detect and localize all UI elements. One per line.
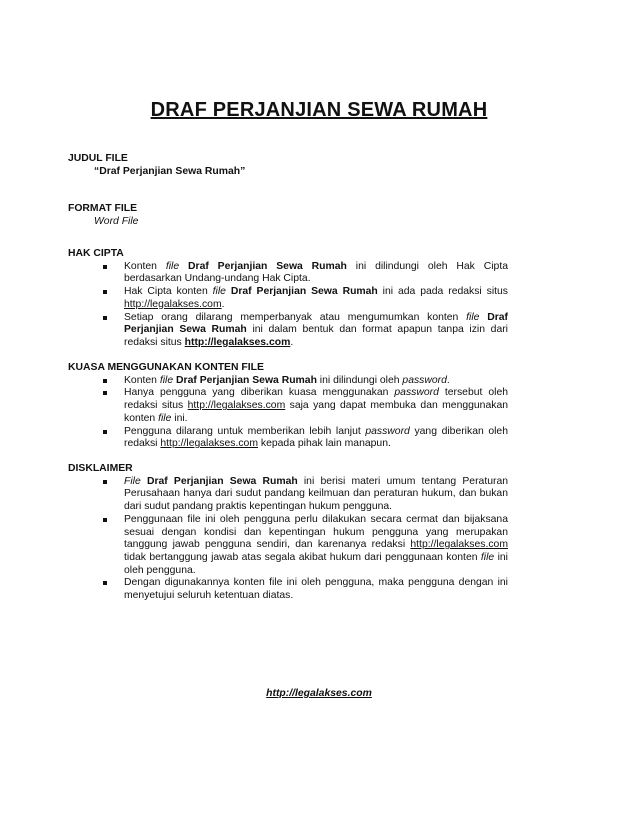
bullet-icon [103,379,107,383]
document-name: Draf Perjanjian Sewa Rumah [124,311,508,336]
text: ini dilindungi oleh Hak Cipta berdasarkan Undang-undang Hak Cipta. [124,260,508,285]
document-name: Draf Perjanjian Sewa Rumah [230,286,378,298]
text: ini dalam bentuk dan format apapun tanpa izin dari redaksi situs [124,324,508,348]
section-heading: KUASA MENGGUNAKAN KONTEN FILE [68,362,264,373]
bullet-icon [103,480,107,484]
list-item [68,476,508,514]
text: . [446,374,450,386]
site-link[interactable]: http://legalakses.com [184,336,291,348]
site-link[interactable]: http://legalakses.com [187,400,286,412]
text: file [480,551,495,563]
text: Konten [124,260,166,272]
text: ini ada pada redaksi situs [377,286,508,298]
document-name: Draf Perjanjian Sewa Rumah [146,475,298,487]
disklaimer-list [68,476,508,603]
section-disklaimer [68,463,508,603]
text: Hanya pengguna yang diberikan kuasa menggunakan [124,387,395,399]
bullet-icon [103,518,107,522]
text: Dengan digunakannya konten file ini oleh pengguna, maka pengguna dengan ini menyetujui seluruh ketentuan diatas. [124,577,508,602]
text: tidak bertanggung jawab atas segala akibat hukum dari penggunaan konten [124,551,481,563]
text: file [158,412,172,424]
text: Pengguna dilarang untuk memberikan lebih lanjut [124,425,366,437]
list-item [68,577,508,602]
bullet-icon [103,391,107,395]
text: . [290,336,294,348]
text: password [394,387,439,399]
list-item [68,312,508,350]
list-item [68,514,508,578]
section-kuasa [68,362,508,451]
list-item [68,261,508,286]
text: ini dilindungi oleh [316,374,403,386]
document-title: DRAF PERJANJIAN SEWA RUMAH [150,99,488,121]
list-item [68,375,508,388]
list-item [68,426,508,451]
text: tersebut oleh redaksi situs [124,387,509,412]
section-hak-cipta [68,248,508,350]
section-format-file [68,203,508,228]
bullet-icon [103,290,107,294]
section-heading: HAK CIPTA [68,248,124,259]
text: password [402,374,447,386]
footer-link[interactable]: http://legalakses.com [266,688,372,699]
text: file [165,260,180,272]
text: ini. [171,412,188,424]
site-link[interactable]: http://legalakses.com [410,539,508,551]
section-heading: JUDUL FILE [68,153,128,164]
hak-cipta-list [68,261,508,350]
text: file [159,374,174,386]
text: Setiap orang dilarang memperbanyak atau mengumumkan konten [124,311,467,323]
text: . [221,298,225,310]
text: Konten [124,374,160,386]
bullet-icon [103,581,107,585]
text: yang diberikan oleh redaksi [124,425,508,450]
text: saja yang dapat membuka dan menggunakan konten [124,400,508,424]
file-format-value: Word File [94,215,139,227]
text: File [124,475,141,487]
bullet-icon [103,430,107,434]
site-link[interactable]: http://legalakses.com [124,298,222,310]
kuasa-list [68,375,508,451]
file-title-value: “Draf Perjanjian Sewa Rumah” [94,165,246,177]
bullet-icon [103,316,107,320]
site-link[interactable]: http://legalakses.com [160,438,258,450]
text: file [466,311,480,323]
section-judul-file [68,153,508,178]
bullet-icon [103,265,107,269]
section-heading: DISKLAIMER [68,463,133,474]
text: Penggunaan file ini oleh pengguna perlu dilakukan secara cermat dan bijaksana sesuai dengan kondisi dan kepentingan hukum pengguna yang merupakan tanggung jawab pengguna sendiri, dan karenanya redaksi [124,513,508,551]
text: file [212,286,226,298]
document-name: Draf Perjanjian Sewa Rumah [176,374,317,386]
text: kepada pihak lain manapun. [258,438,391,450]
section-heading: FORMAT FILE [68,203,138,214]
document-name: Draf Perjanjian Sewa Rumah [188,260,347,272]
text: ini berisi materi umum tentang Peraturan Perusahaan hanya dari sudut pandang keilmuan dan peraturan hukum, dan bukan dari sudut pandang praktis kepentingan hukum pengguna. [124,475,509,513]
text: ini oleh pengguna. [124,551,508,576]
text: password [365,425,410,437]
list-item [68,286,508,311]
text: Hak Cipta konten [124,286,213,298]
list-item [68,387,508,425]
text [179,261,188,272]
